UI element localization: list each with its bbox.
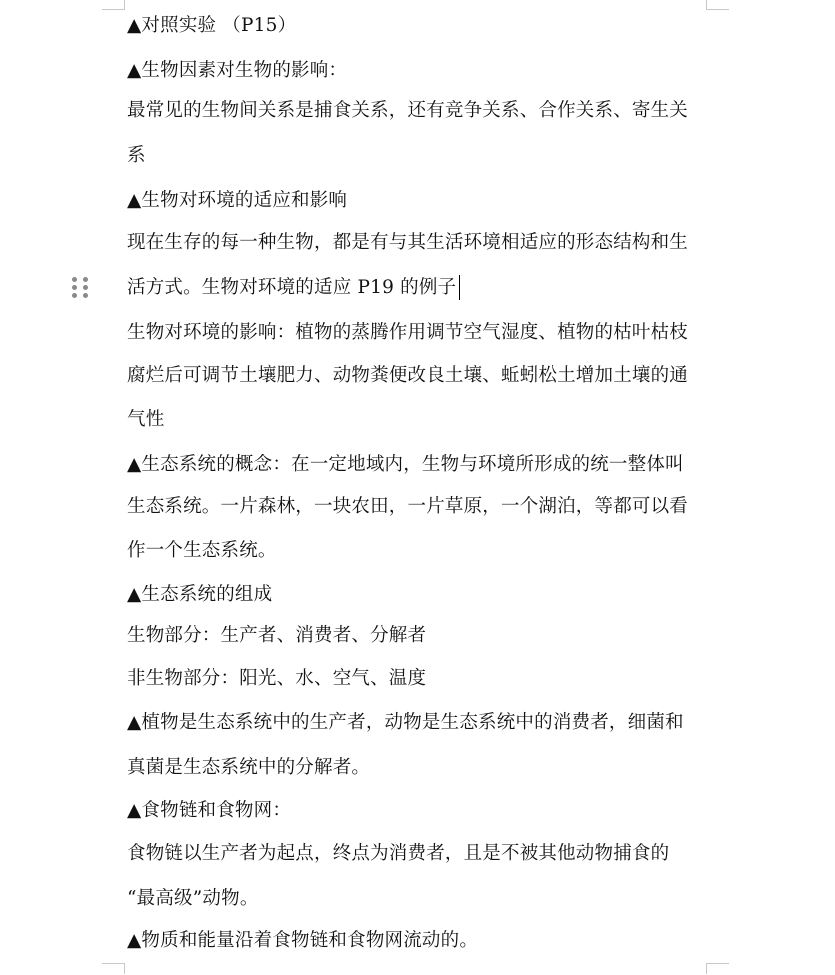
heading-producers-consumers[interactable]: ▲植物是生态系统中的生产者，动物是生态系统中的消费者，细菌和 xyxy=(127,712,684,733)
page-corner-mark xyxy=(102,0,125,10)
paragraph-line[interactable]: 生物部分：生产者、消费者、分解者 xyxy=(127,625,427,646)
heading-ecosystem-composition[interactable]: ▲生态系统的组成 xyxy=(127,584,273,605)
paragraph-line[interactable]: 食物链以生产者为起点，终点为消费者，且是不被其他动物捕食的 xyxy=(127,843,670,864)
paragraph-line[interactable]: 气性 xyxy=(127,409,165,430)
page-corner-mark xyxy=(706,963,729,974)
paragraph-line[interactable]: 系 xyxy=(127,145,146,166)
paragraph-line-active[interactable]: 活方式。生物对环境的适应 P19 的例子 xyxy=(127,277,457,298)
paragraph-line[interactable]: 最常见的生物间关系是捕食关系，还有竞争关系、合作关系、寄生关 xyxy=(127,100,689,121)
heading-energy-flow[interactable]: ▲物质和能量沿着食物链和食物网流动的。 xyxy=(127,930,479,951)
heading-ecosystem-concept[interactable]: ▲生态系统的概念：在一定地域内，生物与环境所形成的统一整体叫 xyxy=(127,454,684,475)
paragraph-line[interactable]: 作一个生态系统。 xyxy=(127,540,277,561)
paragraph-line[interactable]: 非生物部分：阳光、水、空气、温度 xyxy=(127,668,427,689)
heading-adaptation[interactable]: ▲生物对环境的适应和影响 xyxy=(127,190,348,211)
paragraph-line[interactable]: “最高级”动物。 xyxy=(127,888,259,909)
paragraph-line[interactable]: 真菌是生态系统中的分解者。 xyxy=(127,757,371,778)
paragraph-line[interactable]: 腐烂后可调节土壤肥力、动物粪便改良土壤、蚯蚓松土增加土壤的通 xyxy=(127,365,689,386)
page-corner-mark xyxy=(102,963,125,974)
paragraph-line[interactable]: 生物对环境的影响：植物的蒸腾作用调节空气湿度、植物的枯叶枯枝 xyxy=(127,322,689,343)
heading-biotic-factors[interactable]: ▲生物因素对生物的影响： xyxy=(127,60,348,81)
heading-controlled-experiment[interactable]: ▲对照实验 （P15） xyxy=(127,15,297,36)
paragraph-line[interactable]: 现在生存的每一种生物，都是有与其生活环境相适应的形态结构和生 xyxy=(127,232,689,253)
paragraph-line[interactable]: 生态系统。一片森林，一块农田，一片草原，一个湖泊，等都可以看 xyxy=(127,496,689,517)
page-corner-mark xyxy=(706,0,729,10)
heading-food-chain[interactable]: ▲食物链和食物网： xyxy=(127,800,292,821)
drag-handle-icon[interactable] xyxy=(72,277,92,301)
text-cursor xyxy=(459,275,460,300)
